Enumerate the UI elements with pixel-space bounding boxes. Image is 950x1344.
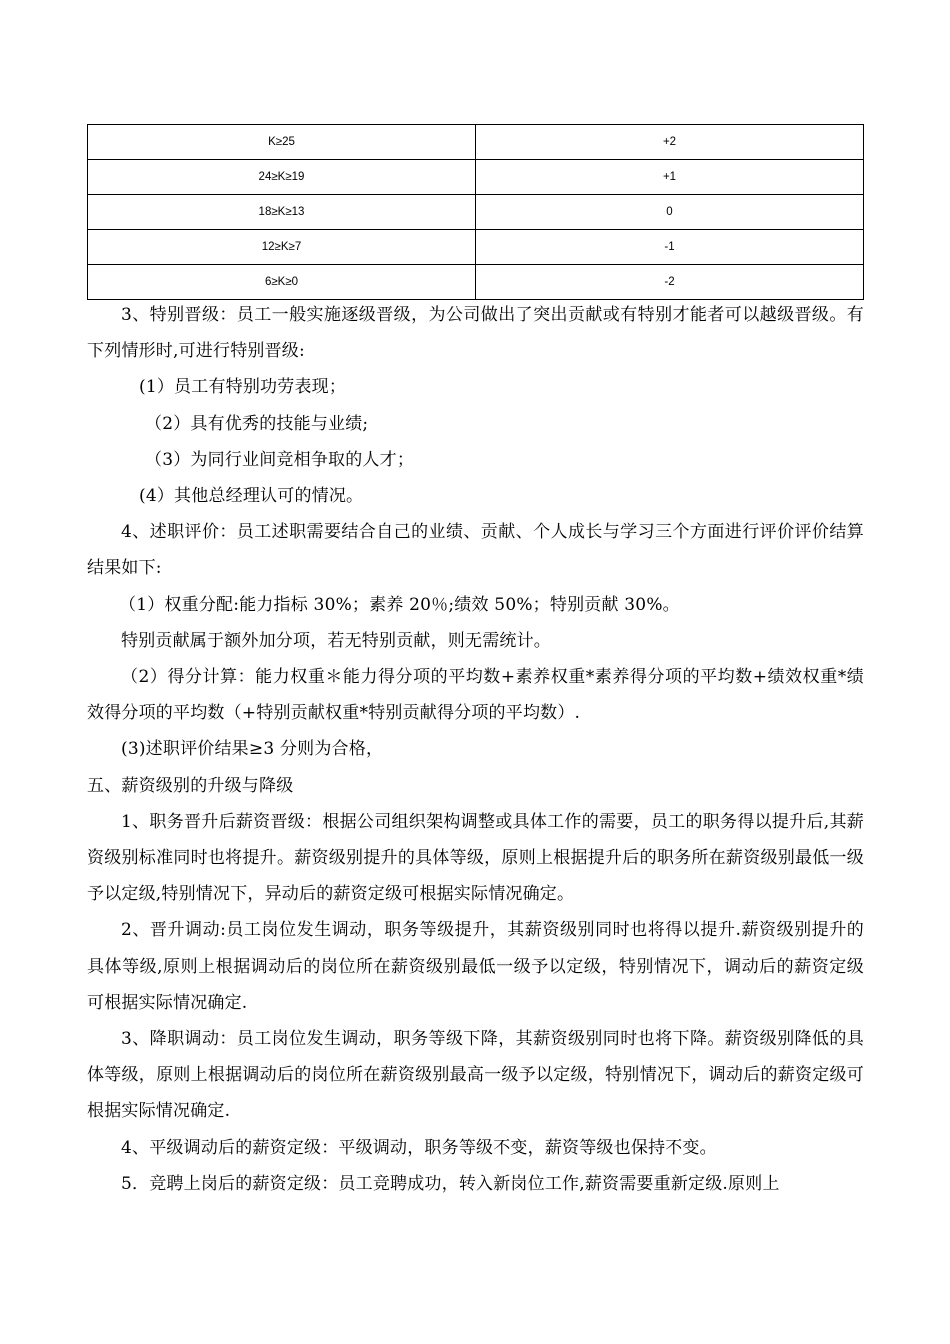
table-row xyxy=(88,125,864,160)
list-item: （1）权重分配:能力指标 30%；素养 20％;绩效 50%；特别贡献 30%。 xyxy=(119,594,680,615)
paragraph-review-evaluation: 4、述职评价：员工述职需要结合自己的业绩、贡献、个人成长与学习三个方面进行评价评价结算结果如下: xyxy=(87,522,864,579)
paragraph-demotion-transfer: 3、降职调动：员工岗位发生调动，职务等级下降，其薪资级别同时也将下降。薪资级别降低的具体等级，原则上根据调动后的岗位所在薪资级别最高一级予以定级，特别情况下，调动后的薪资定级可根据实际情况确定. xyxy=(87,1029,864,1122)
section-heading: 五、薪资级别的升级与降级 xyxy=(87,775,294,796)
paragraph-competitive-post: 5．竞聘上岗后的薪资定级：员工竞聘成功，转入新岗位工作,薪资需要重新定级.原则上 xyxy=(121,1173,780,1194)
body-text xyxy=(87,297,864,1202)
list-item: (4）其他总经理认可的情况。 xyxy=(139,486,364,507)
score-cell: +1 xyxy=(476,160,864,195)
score-cell: +2 xyxy=(476,125,864,160)
score-cell: -2 xyxy=(476,265,864,300)
table-row xyxy=(88,160,864,195)
table-row xyxy=(88,265,864,300)
table-row xyxy=(88,230,864,265)
paragraph-lateral-transfer: 4、平级调动后的薪资定级：平级调动，职务等级不变，薪资等级也保持不变。 xyxy=(121,1137,717,1158)
range-cell: 12≥K≥7 xyxy=(88,230,476,265)
paragraph-special-promotion: 3、特别晋级：员工一般实施逐级晋级，为公司做出了突出贡献或有特别才能者可以越级晋级。有下列情形时,可进行特别晋级: xyxy=(87,305,864,362)
paragraph-promotion-salary: 1、职务晋升后薪资晋级：根据公司组织架构调整或具体工作的需要，员工的职务得以提升后,其薪资级别标准同时也将提升。薪资级别提升的具体等级，原则上根据提升后的职务所在薪资级别最低一级予以定级,特别情况下，异动后的薪资定级可根据实际情况确定。 xyxy=(87,811,864,905)
list-item: (1）员工有特别功劳表现； xyxy=(139,377,347,398)
list-item: （2）具有优秀的技能与业绩; xyxy=(145,413,369,434)
range-cell: K≥25 xyxy=(88,125,476,160)
paragraph-note: 特别贡献属于额外加分项，若无特别贡献，则无需统计。 xyxy=(121,630,551,651)
range-cell: 18≥K≥13 xyxy=(88,195,476,230)
score-cell: -1 xyxy=(476,230,864,265)
paragraph-pass-criteria: (3)述职评价结果≥3 分则为合格， xyxy=(121,739,384,760)
paragraph-promotion-transfer: 2、晋升调动:员工岗位发生调动，职务等级提升，其薪资级别同时也将得以提升.薪资级别提升的具体等级,原则上根据调动后的岗位所在薪资级别最低一级予以定级，特别情况下，调动后的薪资定级可根据实际情况确定. xyxy=(87,920,864,1013)
list-item: （3）为同行业间竞相争取的人才； xyxy=(145,449,415,470)
table-row xyxy=(88,195,864,230)
range-cell: 6≥K≥0 xyxy=(88,265,476,300)
paragraph-score-calculation: （2）得分计算：能力权重＊能力得分项的平均数+素养权重*素养得分项的平均数+绩效权重*绩效得分项的平均数（+特别贡献权重*特别贡献得分项的平均数）. xyxy=(87,667,864,724)
range-cell: 24≥K≥19 xyxy=(88,160,476,195)
grade-score-table xyxy=(87,124,864,300)
score-cell: 0 xyxy=(476,195,864,230)
